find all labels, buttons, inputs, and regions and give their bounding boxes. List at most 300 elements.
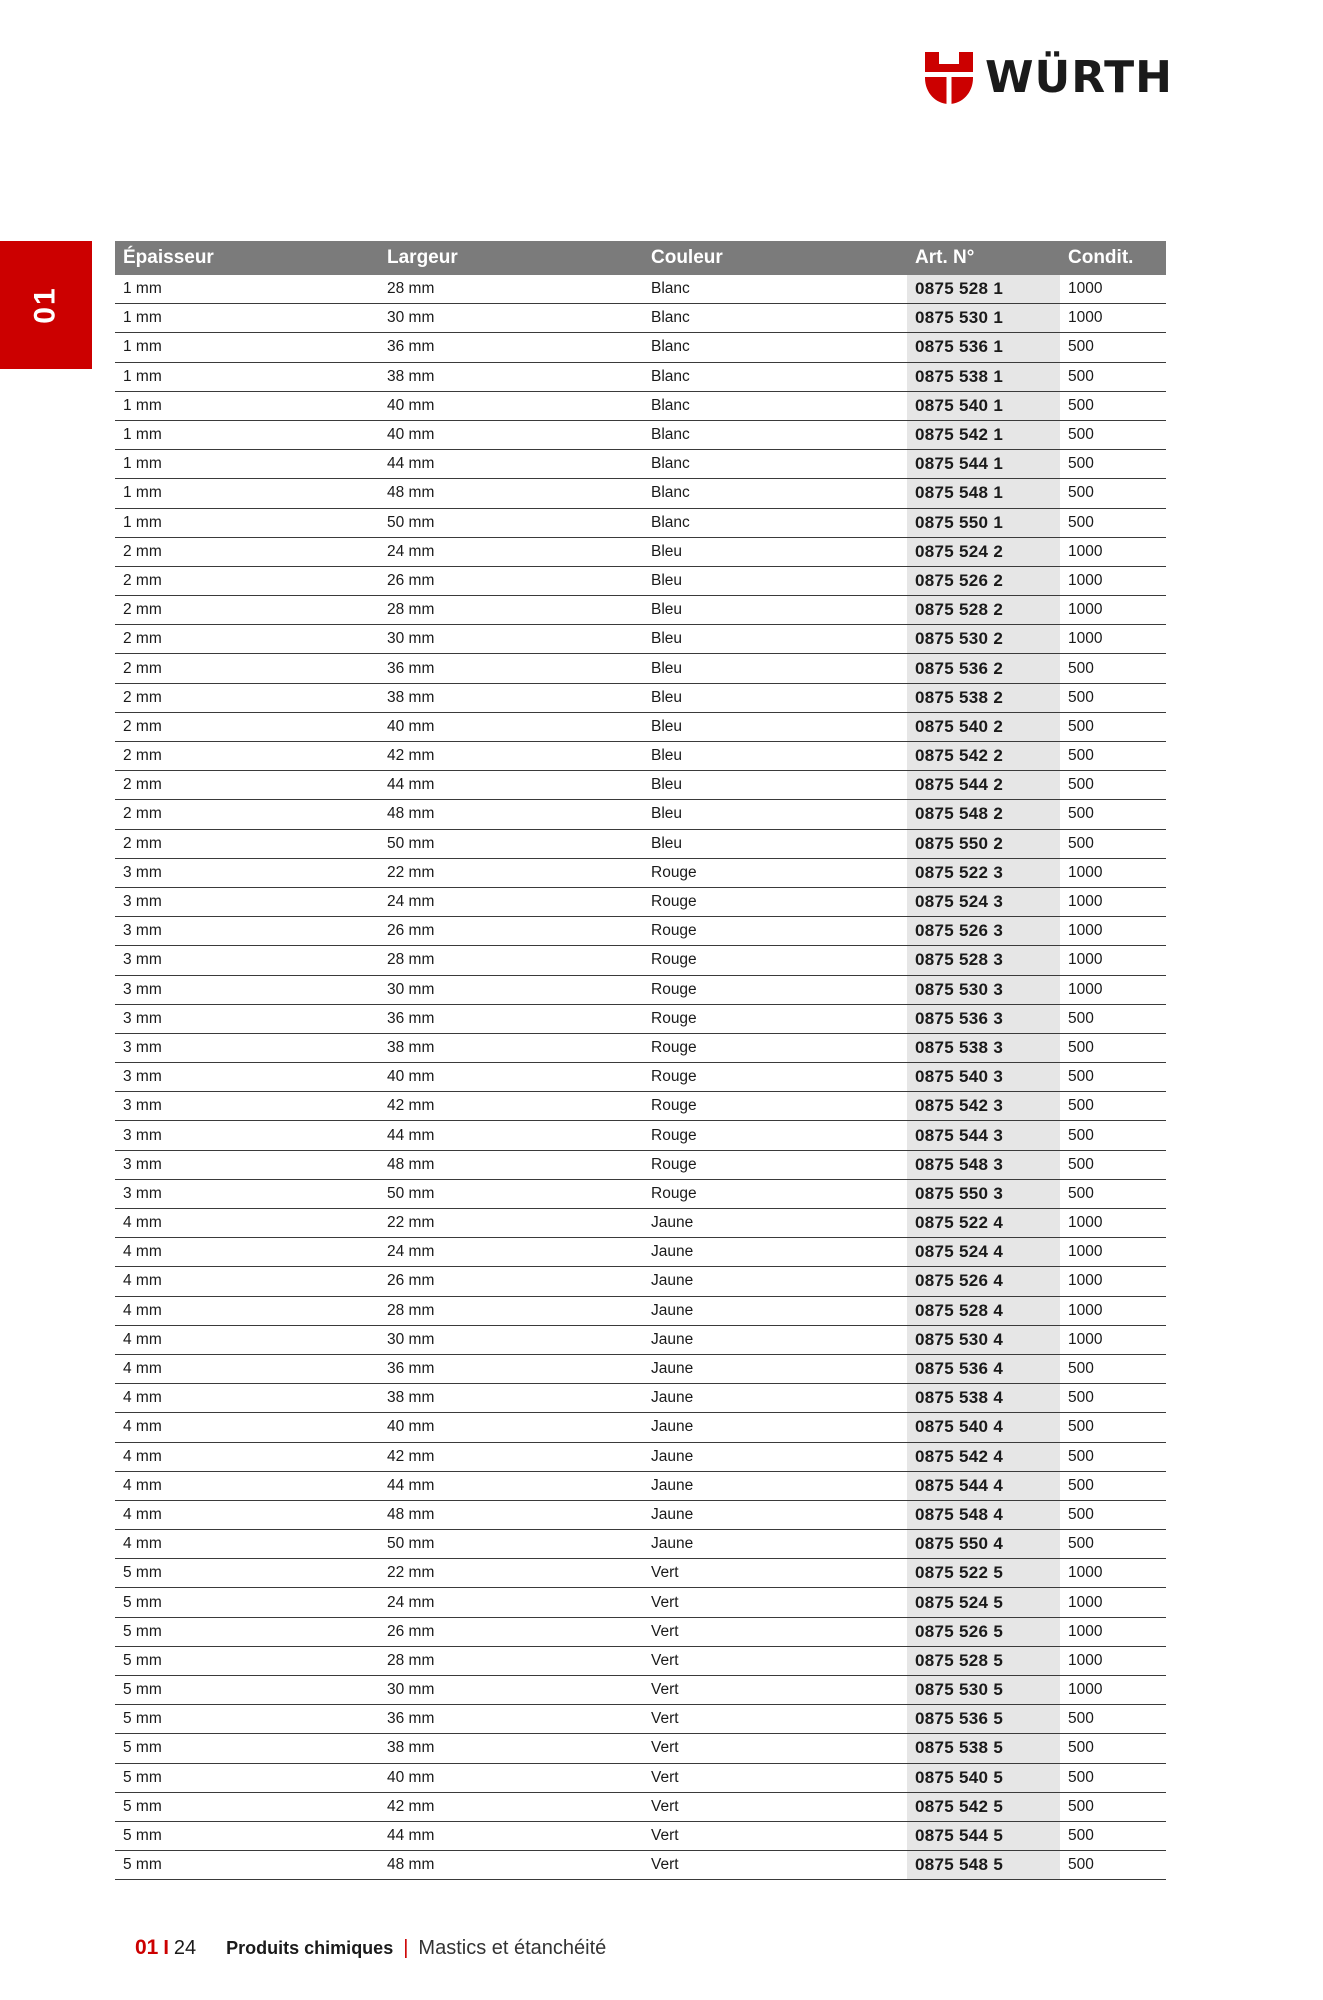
cell-thickness: 2 mm <box>123 688 162 706</box>
cell-width: 28 mm <box>387 280 435 298</box>
cell-color: Blanc <box>651 484 690 502</box>
table-row <box>115 625 1166 654</box>
cell-packaging: 1000 <box>1068 893 1103 911</box>
cell-color: Vert <box>651 1564 679 1582</box>
cell-color: Bleu <box>651 688 683 706</box>
cell-packaging: 1000 <box>1068 1272 1103 1290</box>
table-row <box>115 1676 1166 1705</box>
cell-thickness: 4 mm <box>123 1214 162 1232</box>
cell-thickness: 1 mm <box>123 338 162 356</box>
cell-color: Rouge <box>651 1038 697 1056</box>
cell-width: 44 mm <box>387 1126 435 1144</box>
page-footer <box>135 1936 606 1960</box>
cell-article-number: 0875 530 5 <box>907 1676 1060 1704</box>
cell-width: 30 mm <box>387 980 435 998</box>
cell-article-number: 0875 530 3 <box>907 976 1060 1004</box>
cell-color: Bleu <box>651 542 683 560</box>
cell-packaging: 500 <box>1068 1710 1094 1728</box>
table-row <box>115 1121 1166 1150</box>
cell-width: 38 mm <box>387 1038 435 1056</box>
cell-packaging: 1000 <box>1068 571 1103 589</box>
cell-width: 36 mm <box>387 1009 435 1027</box>
cell-thickness: 5 mm <box>123 1651 162 1669</box>
wurth-logo <box>925 52 1173 104</box>
cell-thickness: 2 mm <box>123 776 162 794</box>
table-row <box>115 888 1166 917</box>
cell-thickness: 2 mm <box>123 630 162 648</box>
cell-article-number: 0875 548 4 <box>907 1501 1060 1529</box>
cell-color: Vert <box>651 1768 679 1786</box>
cell-packaging: 1000 <box>1068 1214 1103 1232</box>
cell-color: Rouge <box>651 922 697 940</box>
cell-thickness: 5 mm <box>123 1739 162 1757</box>
cell-thickness: 1 mm <box>123 309 162 327</box>
cell-color: Bleu <box>651 834 683 852</box>
cell-packaging: 500 <box>1068 1418 1094 1436</box>
table-row <box>115 1005 1166 1034</box>
cell-width: 38 mm <box>387 688 435 706</box>
cell-width: 28 mm <box>387 1651 435 1669</box>
cell-width: 24 mm <box>387 1243 435 1261</box>
cell-thickness: 1 mm <box>123 396 162 414</box>
table-row <box>115 1734 1166 1763</box>
cell-thickness: 5 mm <box>123 1768 162 1786</box>
cell-color: Blanc <box>651 338 690 356</box>
cell-color: Bleu <box>651 805 683 823</box>
cell-article-number: 0875 528 1 <box>907 275 1060 303</box>
cell-packaging: 500 <box>1068 747 1094 765</box>
cell-thickness: 3 mm <box>123 1184 162 1202</box>
cell-thickness: 2 mm <box>123 601 162 619</box>
cell-article-number: 0875 544 3 <box>907 1121 1060 1149</box>
cell-packaging: 500 <box>1068 1476 1094 1494</box>
cell-thickness: 3 mm <box>123 863 162 881</box>
table-row <box>115 363 1166 392</box>
cell-packaging: 1000 <box>1068 1564 1103 1582</box>
table-row <box>115 1063 1166 1092</box>
cell-width: 38 mm <box>387 1389 435 1407</box>
cell-color: Jaune <box>651 1272 694 1290</box>
cell-width: 30 mm <box>387 309 435 327</box>
cell-article-number: 0875 526 4 <box>907 1267 1060 1295</box>
cell-thickness: 5 mm <box>123 1827 162 1845</box>
cell-article-number: 0875 540 4 <box>907 1413 1060 1441</box>
cell-article-number: 0875 528 5 <box>907 1647 1060 1675</box>
cell-article-number: 0875 544 4 <box>907 1472 1060 1500</box>
cell-article-number: 0875 540 1 <box>907 392 1060 420</box>
cell-width: 44 mm <box>387 1827 435 1845</box>
cell-thickness: 2 mm <box>123 542 162 560</box>
cell-article-number: 0875 530 2 <box>907 625 1060 653</box>
cell-width: 24 mm <box>387 893 435 911</box>
page-number: 24 <box>173 1937 197 1959</box>
cell-width: 30 mm <box>387 1330 435 1348</box>
table-row <box>115 1472 1166 1501</box>
table-row <box>115 713 1166 742</box>
cell-article-number: 0875 526 3 <box>907 917 1060 945</box>
cell-thickness: 3 mm <box>123 951 162 969</box>
cell-color: Blanc <box>651 455 690 473</box>
cell-color: Rouge <box>651 1155 697 1173</box>
cell-width: 44 mm <box>387 455 435 473</box>
cell-color: Jaune <box>651 1447 694 1465</box>
cell-packaging: 1000 <box>1068 922 1103 940</box>
cell-packaging: 500 <box>1068 688 1094 706</box>
cell-packaging: 500 <box>1068 1126 1094 1144</box>
table-row <box>115 742 1166 771</box>
cell-thickness: 1 mm <box>123 280 162 298</box>
table-row <box>115 654 1166 683</box>
cell-color: Vert <box>651 1622 679 1640</box>
cell-packaging: 500 <box>1068 1739 1094 1757</box>
table-row <box>115 1413 1166 1442</box>
cell-thickness: 5 mm <box>123 1856 162 1874</box>
cell-width: 30 mm <box>387 1681 435 1699</box>
cell-width: 38 mm <box>387 367 435 385</box>
cell-color: Jaune <box>651 1360 694 1378</box>
cell-article-number: 0875 548 2 <box>907 800 1060 828</box>
cell-width: 40 mm <box>387 1418 435 1436</box>
cell-packaging: 500 <box>1068 1827 1094 1845</box>
cell-packaging: 500 <box>1068 1360 1094 1378</box>
table-row <box>115 1238 1166 1267</box>
cell-article-number: 0875 524 2 <box>907 538 1060 566</box>
cell-packaging: 500 <box>1068 805 1094 823</box>
table-row <box>115 1559 1166 1588</box>
cell-article-number: 0875 524 3 <box>907 888 1060 916</box>
cell-width: 48 mm <box>387 1505 435 1523</box>
cell-color: Bleu <box>651 601 683 619</box>
cell-color: Bleu <box>651 571 683 589</box>
table-row <box>115 917 1166 946</box>
cell-article-number: 0875 538 5 <box>907 1734 1060 1762</box>
chapter-tab <box>0 241 92 369</box>
cell-article-number: 0875 550 3 <box>907 1180 1060 1208</box>
table-row <box>115 1151 1166 1180</box>
cell-article-number: 0875 538 4 <box>907 1384 1060 1412</box>
table-row <box>115 1501 1166 1530</box>
cell-thickness: 3 mm <box>123 1068 162 1086</box>
cell-width: 26 mm <box>387 922 435 940</box>
table-row <box>115 946 1166 975</box>
cell-packaging: 1000 <box>1068 1330 1103 1348</box>
cell-color: Vert <box>651 1651 679 1669</box>
table-body <box>115 275 1166 1880</box>
cell-thickness: 5 mm <box>123 1564 162 1582</box>
cell-thickness: 2 mm <box>123 571 162 589</box>
cell-article-number: 0875 542 4 <box>907 1443 1060 1471</box>
table-row <box>115 1851 1166 1880</box>
cell-thickness: 3 mm <box>123 1009 162 1027</box>
cell-color: Vert <box>651 1797 679 1815</box>
cell-packaging: 500 <box>1068 1155 1094 1173</box>
table-row <box>115 800 1166 829</box>
cell-packaging: 1000 <box>1068 630 1103 648</box>
table-row <box>115 684 1166 713</box>
cell-article-number: 0875 542 1 <box>907 421 1060 449</box>
cell-color: Jaune <box>651 1214 694 1232</box>
cell-width: 40 mm <box>387 717 435 735</box>
cell-packaging: 500 <box>1068 1389 1094 1407</box>
cell-color: Blanc <box>651 280 690 298</box>
cell-thickness: 3 mm <box>123 1038 162 1056</box>
cell-color: Rouge <box>651 863 697 881</box>
cell-article-number: 0875 522 3 <box>907 859 1060 887</box>
cell-article-number: 0875 536 5 <box>907 1705 1060 1733</box>
cell-width: 28 mm <box>387 601 435 619</box>
table-row <box>115 1384 1166 1413</box>
cell-thickness: 5 mm <box>123 1797 162 1815</box>
cell-width: 26 mm <box>387 1622 435 1640</box>
cell-color: Vert <box>651 1593 679 1611</box>
table-row <box>115 1764 1166 1793</box>
footer-subsection: Mastics et étanchéité <box>418 1937 607 1959</box>
cell-article-number: 0875 550 4 <box>907 1530 1060 1558</box>
cell-width: 48 mm <box>387 1155 435 1173</box>
cell-color: Bleu <box>651 776 683 794</box>
cell-packaging: 500 <box>1068 1447 1094 1465</box>
cell-thickness: 4 mm <box>123 1505 162 1523</box>
cell-packaging: 1000 <box>1068 542 1103 560</box>
cell-color: Rouge <box>651 951 697 969</box>
table-row <box>115 392 1166 421</box>
cell-packaging: 500 <box>1068 1009 1094 1027</box>
cell-width: 50 mm <box>387 1535 435 1553</box>
cell-packaging: 1000 <box>1068 309 1103 327</box>
cell-color: Bleu <box>651 717 683 735</box>
cell-article-number: 0875 542 2 <box>907 742 1060 770</box>
table-row <box>115 479 1166 508</box>
cell-packaging: 1000 <box>1068 1651 1103 1669</box>
brand-name: WÜRTH <box>985 52 1174 103</box>
cell-thickness: 3 mm <box>123 1097 162 1115</box>
cell-width: 38 mm <box>387 1739 435 1757</box>
cell-article-number: 0875 540 2 <box>907 713 1060 741</box>
cell-article-number: 0875 544 2 <box>907 771 1060 799</box>
cell-packaging: 500 <box>1068 1184 1094 1202</box>
cell-packaging: 500 <box>1068 455 1094 473</box>
table-row <box>115 538 1166 567</box>
cell-color: Jaune <box>651 1476 694 1494</box>
cell-article-number: 0875 536 4 <box>907 1355 1060 1383</box>
cell-width: 24 mm <box>387 542 435 560</box>
cell-width: 42 mm <box>387 1447 435 1465</box>
cell-width: 48 mm <box>387 1856 435 1874</box>
table-row <box>115 333 1166 362</box>
cell-packaging: 500 <box>1068 426 1094 444</box>
wurth-logo-icon <box>925 52 973 104</box>
cell-color: Bleu <box>651 659 683 677</box>
table-row <box>115 1267 1166 1296</box>
header-packaging: Condit. <box>1068 247 1134 268</box>
cell-packaging: 1000 <box>1068 1681 1103 1699</box>
cell-width: 42 mm <box>387 1797 435 1815</box>
cell-packaging: 500 <box>1068 1535 1094 1553</box>
cell-packaging: 500 <box>1068 1768 1094 1786</box>
cell-thickness: 4 mm <box>123 1243 162 1261</box>
cell-width: 42 mm <box>387 1097 435 1115</box>
table-row <box>115 1326 1166 1355</box>
cell-article-number: 0875 528 2 <box>907 596 1060 624</box>
cell-packaging: 1000 <box>1068 951 1103 969</box>
cell-packaging: 500 <box>1068 1797 1094 1815</box>
cell-packaging: 1000 <box>1068 980 1103 998</box>
cell-packaging: 1000 <box>1068 1622 1103 1640</box>
cell-color: Rouge <box>651 1009 697 1027</box>
cell-width: 50 mm <box>387 834 435 852</box>
cell-thickness: 4 mm <box>123 1476 162 1494</box>
cell-color: Bleu <box>651 630 683 648</box>
footer-section: Produits chimiques <box>226 1938 394 1958</box>
cell-color: Blanc <box>651 396 690 414</box>
table-row <box>115 596 1166 625</box>
cell-thickness: 5 mm <box>123 1622 162 1640</box>
chapter-tab-label: 01 <box>29 286 62 324</box>
cell-packaging: 1000 <box>1068 1243 1103 1261</box>
table-row <box>115 771 1166 800</box>
cell-color: Rouge <box>651 980 697 998</box>
cell-article-number: 0875 550 1 <box>907 509 1060 537</box>
cell-packaging: 1000 <box>1068 863 1103 881</box>
cell-width: 48 mm <box>387 484 435 502</box>
footer-chapter: 01 <box>135 1936 159 1959</box>
cell-article-number: 0875 548 3 <box>907 1151 1060 1179</box>
cell-color: Vert <box>651 1739 679 1757</box>
table-row <box>115 1034 1166 1063</box>
cell-color: Jaune <box>651 1535 694 1553</box>
cell-article-number: 0875 526 5 <box>907 1618 1060 1646</box>
cell-article-number: 0875 524 5 <box>907 1588 1060 1616</box>
cell-width: 28 mm <box>387 951 435 969</box>
cell-width: 36 mm <box>387 338 435 356</box>
cell-color: Jaune <box>651 1243 694 1261</box>
cell-thickness: 4 mm <box>123 1330 162 1348</box>
cell-width: 40 mm <box>387 1068 435 1086</box>
cell-packaging: 500 <box>1068 513 1094 531</box>
cell-thickness: 4 mm <box>123 1272 162 1290</box>
cell-packaging: 500 <box>1068 1505 1094 1523</box>
cell-thickness: 5 mm <box>123 1710 162 1728</box>
table-row <box>115 1530 1166 1559</box>
cell-width: 26 mm <box>387 571 435 589</box>
cell-article-number: 0875 522 4 <box>907 1209 1060 1237</box>
cell-color: Rouge <box>651 1184 697 1202</box>
cell-thickness: 2 mm <box>123 747 162 765</box>
cell-color: Rouge <box>651 1068 697 1086</box>
cell-color: Vert <box>651 1681 679 1699</box>
cell-color: Blanc <box>651 367 690 385</box>
cell-width: 30 mm <box>387 630 435 648</box>
header-thickness: Épaisseur <box>123 247 214 268</box>
table-header <box>115 241 1166 275</box>
cell-width: 36 mm <box>387 659 435 677</box>
cell-thickness: 2 mm <box>123 834 162 852</box>
cell-thickness: 4 mm <box>123 1418 162 1436</box>
table-row <box>115 1705 1166 1734</box>
cell-thickness: 1 mm <box>123 426 162 444</box>
cell-packaging: 500 <box>1068 1038 1094 1056</box>
table-row <box>115 1209 1166 1238</box>
table-row <box>115 450 1166 479</box>
cell-width: 44 mm <box>387 776 435 794</box>
table-row <box>115 1588 1166 1617</box>
cell-color: Jaune <box>651 1505 694 1523</box>
table-row <box>115 1092 1166 1121</box>
cell-width: 40 mm <box>387 1768 435 1786</box>
cell-width: 22 mm <box>387 863 435 881</box>
cell-article-number: 0875 522 5 <box>907 1559 1060 1587</box>
cell-width: 28 mm <box>387 1301 435 1319</box>
table-row <box>115 421 1166 450</box>
cell-article-number: 0875 544 5 <box>907 1822 1060 1850</box>
footer-separator: I <box>163 1937 169 1959</box>
cell-packaging: 500 <box>1068 484 1094 502</box>
cell-packaging: 500 <box>1068 834 1094 852</box>
cell-article-number: 0875 526 2 <box>907 567 1060 595</box>
cell-thickness: 4 mm <box>123 1447 162 1465</box>
cell-packaging: 500 <box>1068 776 1094 794</box>
cell-color: Rouge <box>651 893 697 911</box>
cell-packaging: 500 <box>1068 338 1094 356</box>
header-width: Largeur <box>387 247 458 268</box>
table-row <box>115 1618 1166 1647</box>
cell-packaging: 500 <box>1068 396 1094 414</box>
cell-packaging: 500 <box>1068 717 1094 735</box>
cell-thickness: 1 mm <box>123 455 162 473</box>
cell-width: 40 mm <box>387 396 435 414</box>
header-color: Couleur <box>651 247 723 268</box>
cell-packaging: 500 <box>1068 659 1094 677</box>
cell-article-number: 0875 538 3 <box>907 1034 1060 1062</box>
cell-article-number: 0875 528 3 <box>907 946 1060 974</box>
cell-article-number: 0875 550 2 <box>907 830 1060 858</box>
cell-article-number: 0875 548 1 <box>907 479 1060 507</box>
cell-color: Blanc <box>651 426 690 444</box>
cell-article-number: 0875 536 2 <box>907 654 1060 682</box>
table-row <box>115 567 1166 596</box>
cell-color: Blanc <box>651 513 690 531</box>
table-row <box>115 1647 1166 1676</box>
header-article-number: Art. N° <box>915 247 975 268</box>
cell-article-number: 0875 528 4 <box>907 1297 1060 1325</box>
cell-thickness: 1 mm <box>123 367 162 385</box>
cell-thickness: 3 mm <box>123 1126 162 1144</box>
cell-thickness: 3 mm <box>123 980 162 998</box>
cell-width: 44 mm <box>387 1476 435 1494</box>
table-row <box>115 1443 1166 1472</box>
cell-thickness: 1 mm <box>123 484 162 502</box>
table-row <box>115 509 1166 538</box>
cell-thickness: 5 mm <box>123 1681 162 1699</box>
cell-thickness: 3 mm <box>123 893 162 911</box>
cell-color: Jaune <box>651 1418 694 1436</box>
cell-article-number: 0875 548 5 <box>907 1851 1060 1879</box>
cell-article-number: 0875 530 1 <box>907 304 1060 332</box>
cell-color: Jaune <box>651 1389 694 1407</box>
table-row <box>115 1793 1166 1822</box>
cell-color: Rouge <box>651 1097 697 1115</box>
cell-thickness: 2 mm <box>123 717 162 735</box>
cell-article-number: 0875 530 4 <box>907 1326 1060 1354</box>
cell-width: 50 mm <box>387 513 435 531</box>
cell-color: Vert <box>651 1827 679 1845</box>
cell-width: 42 mm <box>387 747 435 765</box>
table-row <box>115 1180 1166 1209</box>
cell-width: 24 mm <box>387 1593 435 1611</box>
table-row <box>115 1822 1166 1851</box>
cell-color: Bleu <box>651 747 683 765</box>
cell-color: Jaune <box>651 1330 694 1348</box>
